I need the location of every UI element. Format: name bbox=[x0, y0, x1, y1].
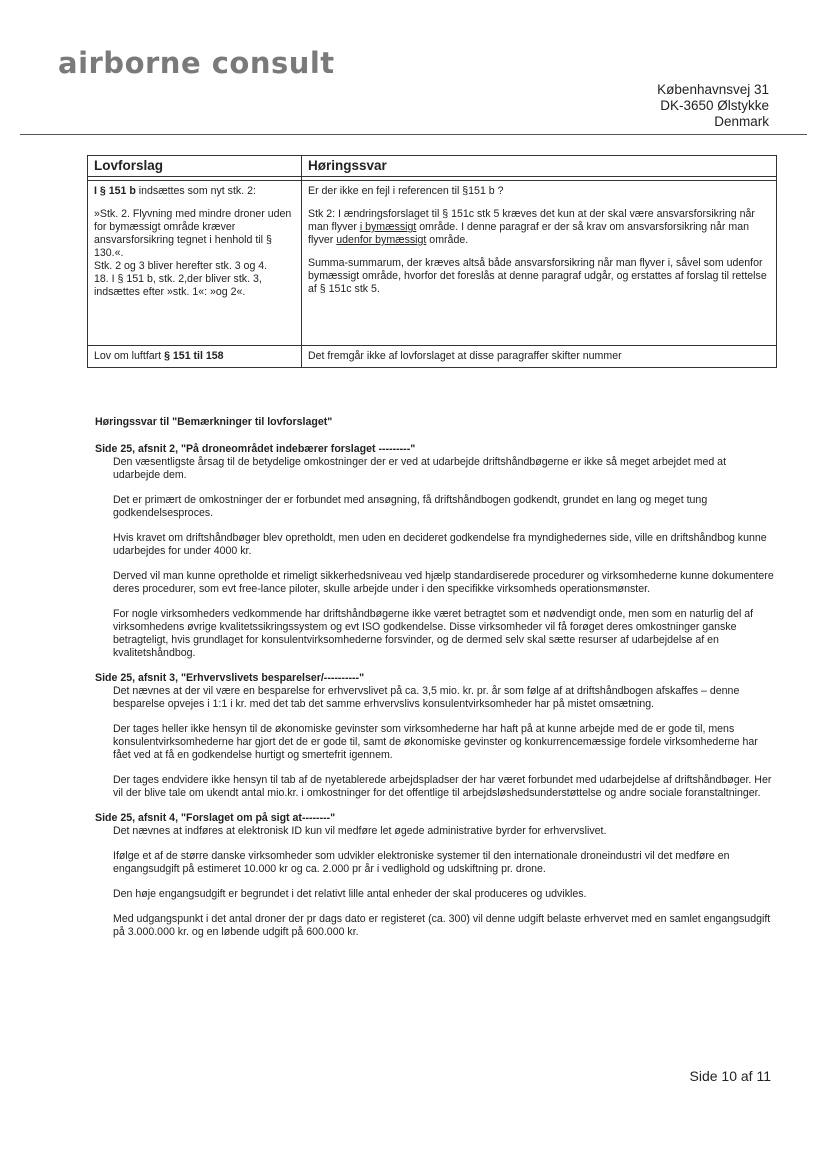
comment-section bbox=[95, 672, 775, 800]
proposal-text: 18. I § 151 b, stk. 2,der bliver stk. 3, indsættes efter »stk. 1«: »og 2«. bbox=[94, 273, 262, 298]
section-title: Side 25, afsnit 2, "På droneområdet indebærer forslaget ---------" bbox=[95, 443, 416, 455]
header-divider bbox=[20, 134, 807, 135]
paragraph: Ifølge et af de større danske virksomheder som udvikler elektroniske systemer til den internationale droneindustri vil det medføre en engangsudgift på estimeret 10.000 kr og ca. 2.000 pr år i vedlighold og udskiftning pr. drone. bbox=[113, 850, 730, 875]
paragraph: Hvis kravet om driftshåndbøger blev opretholdt, men uden en decideret godkendelse fra myndighedernes side, ville en driftshåndbog kunne udarbejdes for under 4000 kr. bbox=[113, 532, 767, 557]
paragraph: Det nævnes at der vil være en besparelse for erhvervslivet på ca. 3,5 mio. kr. pr. år som følge af at driftshåndbogen afskaffes – denne besparelse opvejes i 1:1 i kr. med det tab det samme erhvervslivs konsulentvirksomheder har på mistet omsætning. bbox=[113, 685, 740, 710]
proposal-text: »Stk. 2. Flyvning med mindre droner uden for bymæssigt område kræver ansvarsforsikring tegnet i henhold til § 130.«. bbox=[94, 208, 292, 259]
paragraph: Med udgangspunkt i det antal droner der pr dags dato er registeret (ca. 300) vil denne udgift belaste erhvervet med en samlet engangsudgift på 3.000.000 kr. og en løbende udgift på 600.000 kr. bbox=[113, 913, 771, 938]
proposal-cell bbox=[88, 346, 302, 368]
comment-section bbox=[95, 443, 775, 660]
column-header-horingssvar: Høringssvar bbox=[302, 156, 777, 177]
comments-heading: Høringssvar til "Bemærkninger til lovforslaget" bbox=[95, 416, 333, 428]
column-header-lovforslag: Lovforslag bbox=[88, 156, 302, 177]
paragraph: Det nævnes at indføres at elektronisk ID kun vil medføre let øgede administrative byrder for erhvervslivet. bbox=[113, 825, 607, 837]
comments-body bbox=[95, 416, 775, 951]
proposal-bold: § 151 til 158 bbox=[164, 350, 224, 362]
company-logo: airborne consult bbox=[58, 46, 335, 80]
proposal-lead-bold: I § 151 b bbox=[94, 185, 136, 197]
comment-section bbox=[95, 812, 775, 939]
proposal-text: Lov om luftfart bbox=[94, 350, 165, 362]
response-question: Er der ikke en fejl i referencen til §151 b ? bbox=[308, 185, 504, 197]
paragraph: Den væsentligste årsag til de betydelige omkostninger der er ved at udarbejde driftshåndbøgerne er ikke så meget arbejdet med at udarbejde dem. bbox=[113, 456, 727, 481]
table-row bbox=[88, 181, 777, 346]
paragraph: Der tages endvidere ikke hensyn til tab af de nyetablerede arbejdspladser der har været forbundet med udarbejdelse af driftshåndbøger. Her vil der blive tale om ukendt antal mio.kr. i omkostninger for det offentlige til arbejdsløshedsunderstøttelse og andre sociale foranstaltninger. bbox=[113, 774, 772, 799]
response-text: område. bbox=[426, 234, 469, 246]
response-cell bbox=[302, 181, 777, 346]
paragraph: Det er primært de omkostninger der er forbundet med ansøgning, få driftshåndbogen godkendt, grundet en lang og meget tung godkendelsesproces. bbox=[113, 494, 708, 519]
response-text: område. I denne paragraf er der så krav om ansvarsforsikring når man flyver bbox=[308, 221, 750, 246]
section-title: Side 25, afsnit 3, "Erhvervslivets besparelser/----------" bbox=[95, 672, 365, 684]
table-row bbox=[88, 346, 777, 368]
address-line: DK-3650 Ølstykke bbox=[660, 98, 769, 113]
section-title: Side 25, afsnit 4, "Forslaget om på sigt at--------" bbox=[95, 812, 336, 824]
paragraph: Derved vil man kunne opretholde et rimeligt sikkerhedsniveau ved hjælp standardiserede procedurer og virksomhederne kunne dokumentere deres procedurer, som evt free-lance piloter, skulle arbejde under i den specifikke virksomheds operationsmønster. bbox=[113, 570, 774, 595]
paragraph: Den høje engangsudgift er begrundet i det relativt lille antal enheder der skal produceres og udvikles. bbox=[113, 888, 587, 900]
page-number: Side 10 af 11 bbox=[689, 1068, 771, 1084]
proposal-lead-text: indsættes som nyt stk. 2: bbox=[135, 185, 256, 197]
proposal-text: Stk. 2 og 3 bliver herefter stk. 3 og 4. bbox=[94, 260, 268, 272]
response-text: Stk 2: I ændringsforslaget til § 151c stk 5 kræves det kun at der skal være ansvarsforsikring når man flyver bbox=[308, 208, 755, 233]
address-line: Københavnsvej 31 bbox=[657, 82, 769, 97]
response-cell: Det fremgår ikke af lovforslaget at disse paragraffer skifter nummer bbox=[302, 346, 777, 368]
response-underlined: i bymæssigt bbox=[359, 221, 417, 233]
hearing-table bbox=[87, 155, 777, 368]
response-summary: Summa-summarum, der kræves altså både ansvarsforsikring når man flyver i, såvel som udenfor bymæssigt område, hvorfor det foreslås at denne paragraf udgår, og erstattes af forslag til rettelse af § 151c stk 5. bbox=[308, 257, 767, 295]
paragraph: For nogle virksomheders vedkommende har driftshåndbøgerne ikke været betragtet som et nødvendigt onde, men som en naturlig del af virksomhedens øvrige kvalitetssikringssystem og evt ISO godkendelse. Disse virksomheder vil få forøget deres omkostninger ganske betragteligt, hvis grundlaget for konsulentvirksomhederne forsvinder, og de dermed selv skal sætte resurser af udarbejdelse af en kvalitetshåndbog. bbox=[113, 608, 754, 659]
address-line: Denmark bbox=[714, 114, 769, 129]
response-underlined: udenfor bymæssigt bbox=[336, 234, 427, 246]
proposal-cell bbox=[88, 181, 302, 346]
company-address bbox=[657, 82, 769, 130]
paragraph: Der tages heller ikke hensyn til de økonomiske gevinster som virksomhederne har haft på at kunne arbejde med de er gode til, mens konsulentvirksomhederne har gjort det de er gode til, samt de økonomiske gevinster og konkurrencemæssige fordele virksomhederne har fået ved at få en godkendelse hurtigt og smertefrit igennem. bbox=[113, 723, 758, 761]
